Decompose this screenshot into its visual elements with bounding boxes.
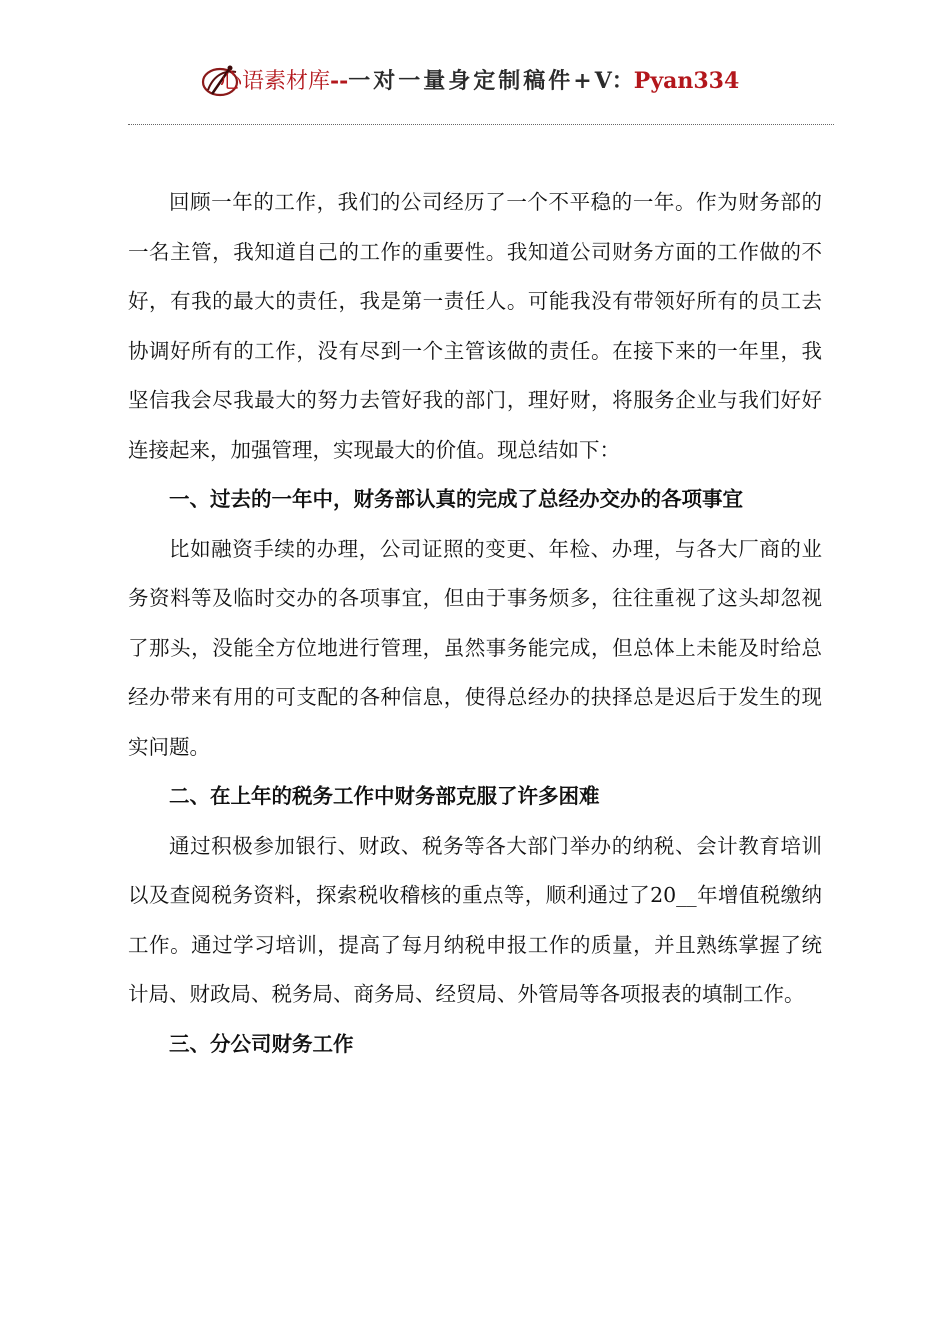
section-3-heading: 三、分公司财务工作	[169, 1031, 354, 1056]
section-2-paragraph: 通过积极参加银行、财政、税务等各大部门举办的纳税、会计教育培训以及查阅税务资料，探索税收稽核的重点等，顺利通过了20__年增值税缴纳工作。通过学习培训，提高了每月纳税申报工作的质量，并且熟练掌握了统计局、财政局、税务局、商务局、经贸局、外管局等各项报表的填制工作。	[128, 833, 822, 1006]
header-divider	[128, 124, 834, 125]
contact-id: Pyan334	[633, 68, 740, 94]
header-brand-line	[220, 66, 739, 97]
brand-tagline: 一对一量身定制稿件+	[348, 68, 595, 94]
section-1-heading: 一、过去的一年中，财务部认真的完成了总经办交办的各项事宜	[169, 487, 743, 511]
document-body	[128, 178, 822, 1069]
page-header	[200, 58, 760, 104]
brand-name: 心语素材库	[220, 69, 331, 94]
brand-separator: --	[330, 68, 349, 94]
contact-label: V：	[594, 68, 634, 94]
intro-paragraph: 回顾一年的工作，我们的公司经历了一个不平稳的一年。作为财务部的一名主管，我知道自己的工作的重要性。我知道公司财务方面的工作做的不好，有我的最大的责任，我是第一责任人。可能我没有带领好所有的员工去协调好所有的工作，没有尽到一个主管该做的责任。在接下来的一年里，我坚信我会尽我最大的努力去管好我的部门，理好财，将服务企业与我们好好连接起来，加强管理，实现最大的价值。现总结如下：	[128, 190, 822, 462]
section-1-paragraph: 比如融资手续的办理，公司证照的变更、年检、办理，与各大厂商的业务资料等及临时交办的各项事宜，但由于事务烦多，往往重视了这头却忽视了那头，没能全方位地进行管理，虽然事务能完成，但总体上未能及时给总经办带来有用的可支配的各种信息，使得总经办的抉择总是迟后于发生的现实问题。	[128, 536, 822, 759]
section-2-heading: 二、在上年的税务工作中财务部克服了许多困难	[169, 784, 600, 808]
